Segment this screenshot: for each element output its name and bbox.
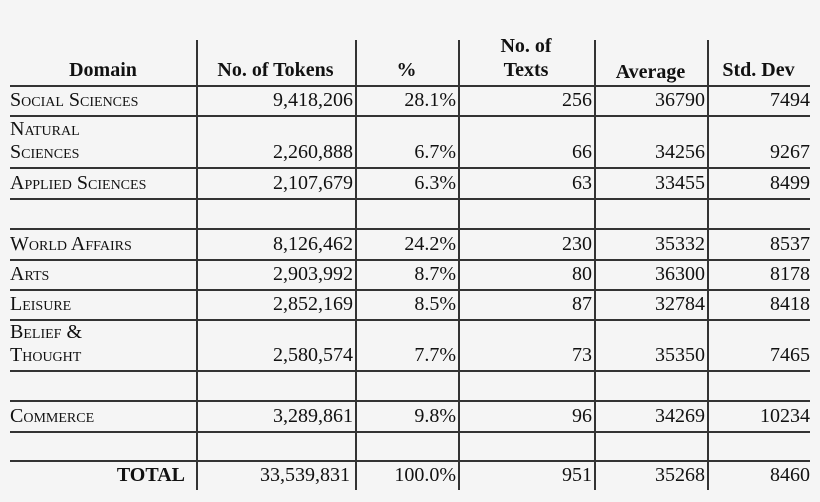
average-cell: 35268 [655, 464, 705, 486]
domain-cell: World Affairs [10, 233, 132, 255]
tokens-cell: 9,418,206 [273, 89, 353, 111]
header-tokens: No. of Tokens [217, 59, 334, 81]
stddev-cell: 8460 [770, 464, 810, 486]
stddev-cell: 8418 [770, 293, 810, 315]
row-rule [10, 370, 810, 372]
texts-cell: 256 [562, 89, 592, 111]
tokens-cell: 2,260,888 [273, 141, 353, 163]
percent-cell: 100.0% [394, 464, 456, 486]
table-row [10, 402, 810, 431]
total-row [10, 462, 810, 490]
texts-cell: 73 [572, 344, 592, 366]
average-cell: 36790 [655, 89, 705, 111]
texts-cell: 951 [562, 464, 592, 486]
stddev-cell: 10234 [760, 405, 810, 427]
stddev-cell: 9267 [770, 141, 810, 163]
table-row [10, 261, 810, 289]
domain-cell: Social Sciences [10, 89, 139, 111]
header-domain: Domain [69, 59, 137, 81]
average-cell: 35350 [655, 344, 705, 366]
average-cell: 33455 [655, 172, 705, 194]
average-cell: 32784 [655, 293, 705, 315]
average-cell: 35332 [655, 233, 705, 255]
percent-cell: 6.7% [414, 141, 456, 163]
average-cell: 36300 [655, 263, 705, 285]
tokens-cell: 2,580,574 [273, 344, 353, 366]
percent-cell: 9.8% [414, 405, 456, 427]
percent-cell: 8.7% [414, 263, 456, 285]
header-stddev: Std. Dev [722, 59, 795, 81]
domain-cell: Natural Sciences [10, 118, 80, 163]
percent-cell: 8.5% [414, 293, 456, 315]
row-rule [10, 198, 810, 200]
average-cell: 34269 [655, 405, 705, 427]
texts-cell: 63 [572, 172, 592, 194]
stddev-cell: 8499 [770, 172, 810, 194]
texts-cell: 80 [572, 263, 592, 285]
percent-cell: 7.7% [414, 344, 456, 366]
percent-cell: 28.1% [404, 89, 456, 111]
header-average: Average [615, 61, 686, 83]
row-rule [10, 431, 810, 433]
domain-cell: Leisure [10, 293, 72, 315]
average-cell: 34256 [655, 141, 705, 163]
percent-cell: 24.2% [404, 233, 456, 255]
stddev-cell: 8178 [770, 263, 810, 285]
table-row [10, 230, 810, 259]
percent-cell: 6.3% [414, 172, 456, 194]
table-row [10, 87, 810, 115]
domain-cell: Arts [10, 263, 50, 285]
texts-cell: 87 [572, 293, 592, 315]
domain-cell: Belief & Thought [10, 321, 82, 366]
texts-cell: 66 [572, 141, 592, 163]
table-row [10, 117, 810, 167]
stddev-cell: 8537 [770, 233, 810, 255]
stddev-cell: 7465 [770, 344, 810, 366]
header-texts: No. of Texts [500, 35, 552, 81]
table-row [10, 291, 810, 319]
domain-cell: Applied Sciences [10, 172, 147, 194]
tokens-cell: 2,903,992 [273, 263, 353, 285]
total-label: TOTAL [116, 464, 185, 486]
stddev-cell: 7494 [770, 89, 810, 111]
table-row [10, 169, 810, 198]
texts-cell: 96 [572, 405, 592, 427]
texts-cell: 230 [562, 233, 592, 255]
tokens-cell: 8,126,462 [273, 233, 353, 255]
tokens-cell: 3,289,861 [273, 405, 353, 427]
tokens-cell: 2,107,679 [273, 172, 353, 194]
table-row [10, 321, 810, 370]
header-row [10, 35, 810, 85]
tokens-cell: 33,539,831 [260, 464, 350, 486]
header-percent: % [396, 59, 417, 81]
tokens-cell: 2,852,169 [273, 293, 353, 315]
domain-cell: Commerce [10, 405, 95, 427]
